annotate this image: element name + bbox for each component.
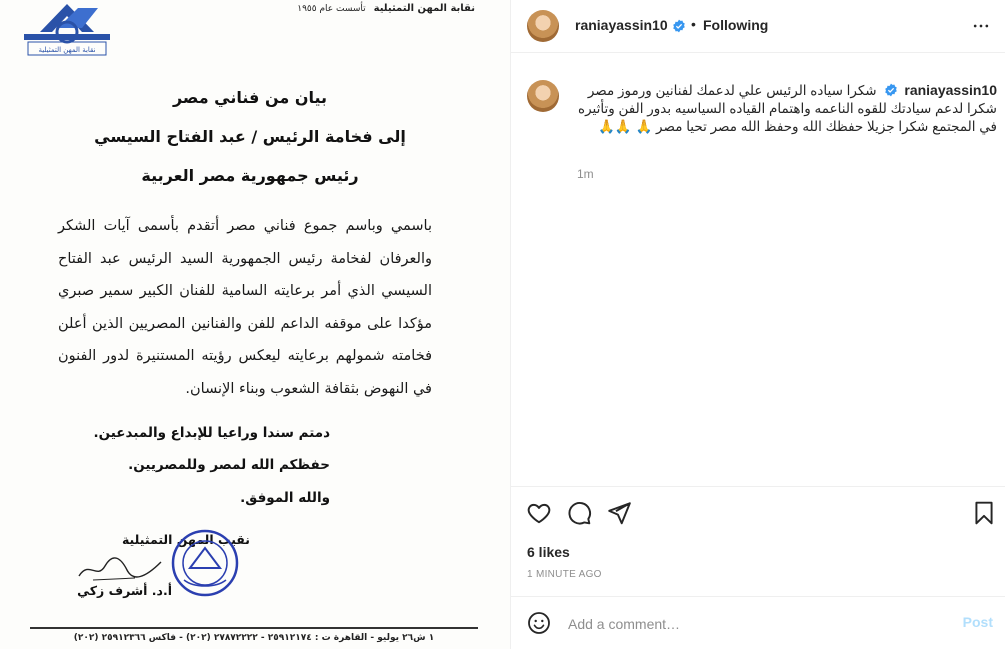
caption-author-avatar[interactable] bbox=[527, 80, 559, 112]
like-heart-icon[interactable] bbox=[526, 500, 552, 526]
caption-timestamp[interactable]: 1m bbox=[577, 167, 594, 181]
post-actions bbox=[511, 486, 1005, 580]
comment-bubble-icon[interactable] bbox=[566, 500, 592, 526]
caption-body bbox=[577, 81, 997, 136]
post-timestamp[interactable]: 1 MINUTE AGO bbox=[527, 569, 602, 580]
document-body: باسمي وباسم جموع فناني مصر أتقدم بأسمى آيات الشكر والعرفان لفخامة رئيس الجمهورية السيد الرئيس عبد الفتاح السيسي الذي أمر برعايته السامية للفنان الكبير سمير صبري مؤكدا على موقفه الداعم للفن والفنانين المصريين الذين أعلن فخامته شمولهم برعايته ليعكس رؤيته المستنيرة لدور الفنون في النهوض بثقافة الشعوب وبناء الإنسان. bbox=[58, 218, 432, 397]
caption-message: شكرا سياده الرئيس علي لدعمك لفنانين ورموز مصر شكرا لدعم سيادتك للقوه الناعمه واهتمام القياده السياسيه بدور الفن وتأثيره في المجتمع شكرا جزيلا حفظك الله وحفظ الله مصر تحيا مصر 🙏 🙏🙏 bbox=[578, 83, 997, 134]
founding-date: تأسست عام ١٩٥٥ bbox=[297, 4, 366, 14]
separator-dot: • bbox=[691, 16, 696, 32]
document-footer: ١ ش٢٦ يوليو - القاهرة ت : ٢٥٩١٢١٧٤ - ٢٧٨٧٢٢٢٢ (٢٠٢) - فاكس ٢٥٩١٢٣٦٦ (٢٠٢) bbox=[73, 633, 435, 643]
comment-input[interactable] bbox=[566, 609, 950, 639]
caption-username[interactable]: raniayassin10 bbox=[904, 82, 997, 98]
post-details-panel bbox=[511, 0, 1005, 649]
emoji-picker-icon[interactable] bbox=[527, 611, 551, 635]
logo-text: نقابة المهن التمثيلية bbox=[38, 46, 96, 54]
document-recipient: إلى فخامة الرئيس / عبد الفتاح السيسي bbox=[94, 127, 406, 146]
handwritten-signature bbox=[75, 550, 165, 586]
author-username[interactable]: raniayassin10 bbox=[575, 17, 668, 33]
document-header bbox=[270, 3, 475, 14]
comment-composer bbox=[511, 596, 1005, 650]
document-closing-2: حفظكم الله لمصر وللمصريين. bbox=[128, 457, 330, 473]
share-paper-plane-icon[interactable] bbox=[606, 500, 632, 526]
syndicate-logo bbox=[22, 2, 112, 56]
signatory-title: نقيب المهن التمثيلية bbox=[121, 532, 250, 547]
document-closing-3: والله الموفق. bbox=[240, 490, 330, 506]
signatory-name: أ.د. أشرف زكي bbox=[77, 583, 172, 598]
more-options-icon[interactable] bbox=[971, 16, 991, 36]
document-title: بيان من فناني مصر bbox=[172, 88, 328, 107]
syndicate-name: نقابة المهن التمثيلية bbox=[373, 3, 475, 14]
save-bookmark-icon[interactable] bbox=[971, 500, 997, 526]
post-header bbox=[511, 0, 1005, 53]
document-closing-1: دمتم سندا وراعيا للإبداع والمبدعين. bbox=[93, 425, 330, 441]
author-avatar[interactable] bbox=[527, 10, 559, 42]
document-recipient-title: رئيس جمهورية مصر العربية bbox=[141, 166, 359, 185]
post-comment-button[interactable]: Post bbox=[962, 614, 993, 630]
caption-verified-badge-icon bbox=[884, 83, 898, 97]
official-stamp bbox=[170, 528, 240, 598]
footer-divider bbox=[30, 627, 478, 629]
verified-badge-icon bbox=[672, 19, 686, 33]
following-button[interactable]: Following bbox=[703, 17, 769, 33]
likes-count[interactable]: 6 likes bbox=[527, 544, 570, 560]
